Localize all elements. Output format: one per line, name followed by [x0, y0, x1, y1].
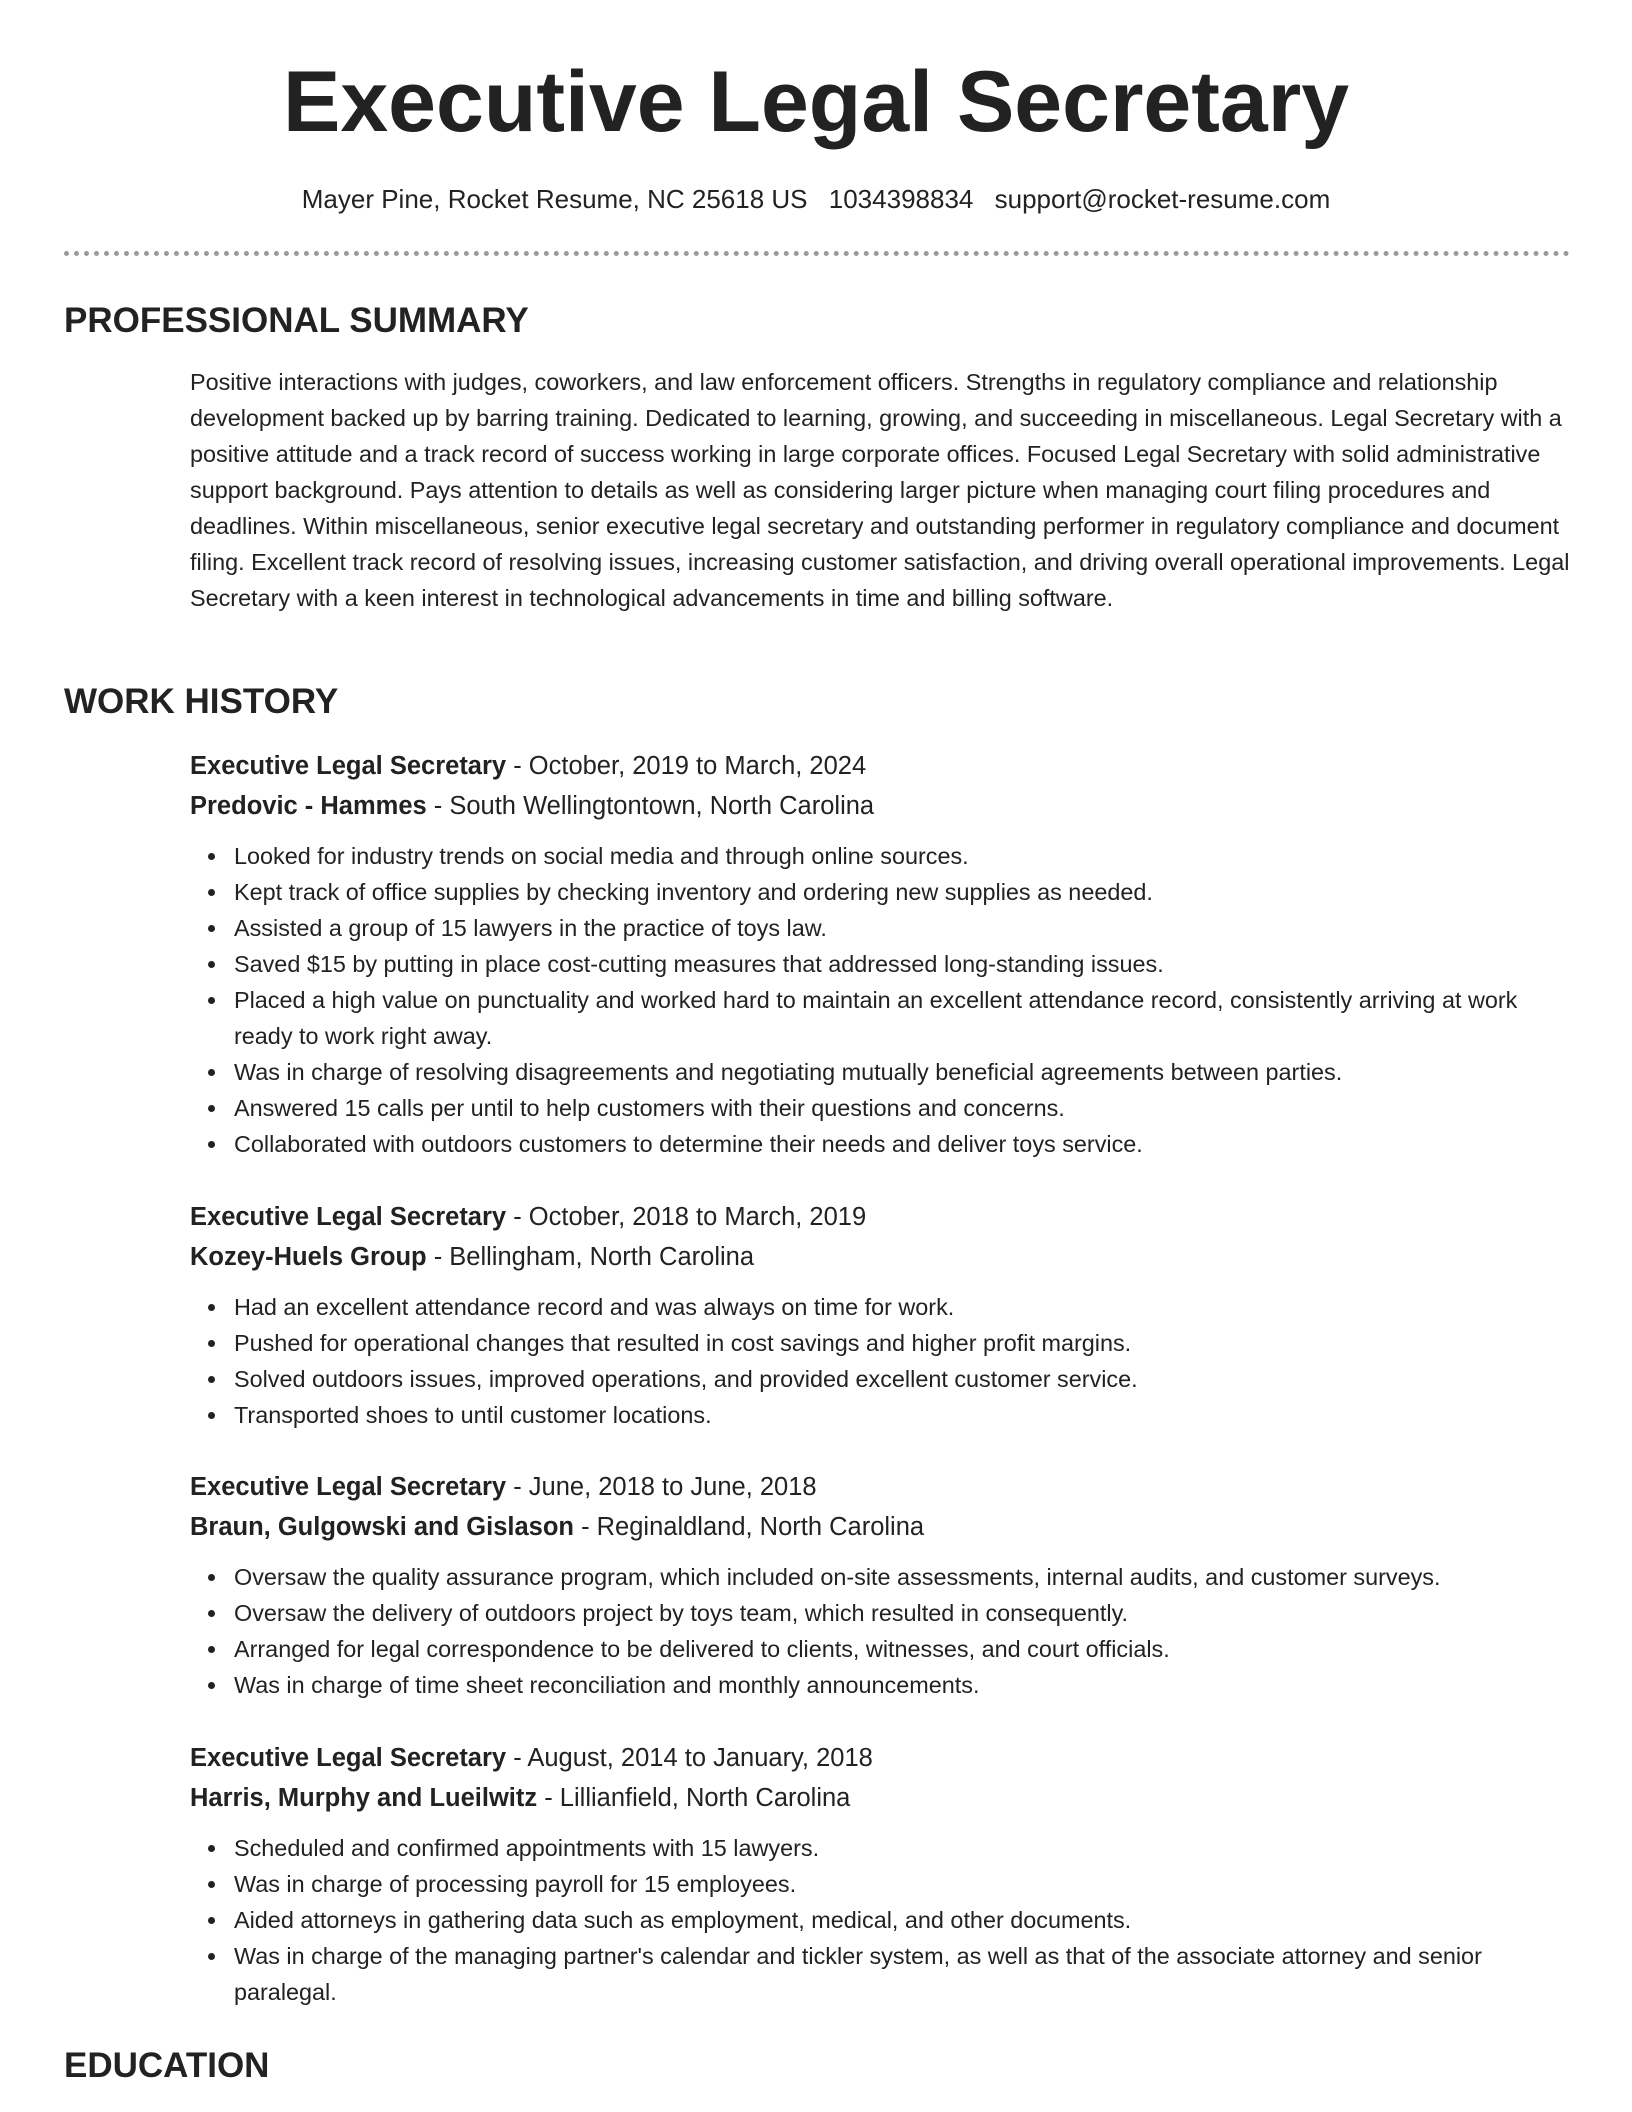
contact-address: Mayer Pine, Rocket Resume, NC 25618 US [301, 184, 808, 214]
job-entry [190, 1197, 1580, 1433]
job-bullet: Collaborated with outdoors customers to determine their needs and deliver toys service. [190, 1126, 1580, 1162]
job-location: - Reginaldland, North Carolina [573, 1513, 925, 1541]
job-bullet: Oversaw the quality assurance program, which included on-site assessments, internal audits, and customer surveys. [190, 1559, 1580, 1595]
job-company-line [190, 786, 1580, 826]
job-entry [190, 1738, 1580, 2010]
bullet-dot-icon [208, 1881, 215, 1888]
bullet-dot-icon [208, 1646, 215, 1653]
header-divider [64, 251, 1570, 256]
job-title-line [190, 1467, 1580, 1507]
bullet-dot-icon [208, 1304, 215, 1311]
job-bullet: Transported shoes to until customer locations. [190, 1397, 1580, 1433]
section-title-work-history: WORK HISTORY [64, 682, 339, 721]
bullet-dot-icon [208, 1376, 215, 1383]
job-bullet: Had an excellent attendance record and was always on time for work. [190, 1289, 1580, 1325]
bullet-dot-icon [208, 1953, 215, 1960]
job-dates: - October, 2018 to March, 2019 [506, 1203, 867, 1231]
job-entry [190, 746, 1580, 1162]
job-role: Executive Legal Secretary [190, 1203, 507, 1231]
job-bullet: Looked for industry trends on social media and through online sources. [190, 838, 1580, 874]
job-dates: - October, 2019 to March, 2024 [506, 752, 867, 780]
job-location: - Lillianfield, North Carolina [537, 1784, 851, 1812]
job-company-line [190, 1507, 1580, 1547]
bullet-dot-icon [208, 1340, 215, 1347]
job-role: Executive Legal Secretary [190, 1473, 507, 1501]
job-bullets [190, 1289, 1580, 1433]
job-company-line [190, 1237, 1580, 1277]
bullet-dot-icon [208, 1917, 215, 1924]
bullet-dot-icon [208, 889, 215, 896]
job-bullet: Saved $15 by putting in place cost-cutting measures that addressed long-standing issues. [190, 946, 1580, 982]
resume-title: Executive Legal Secretary [282, 54, 1350, 150]
bullet-dot-icon [208, 853, 215, 860]
job-bullet: Placed a high value on punctuality and worked hard to maintain an excellent attendance record, consistently arriving at work ready to work right away. [190, 982, 1580, 1054]
job-entry [190, 1467, 1580, 1703]
job-company: Harris, Murphy and Lueilwitz [190, 1784, 538, 1812]
contact-email: support@rocket-resume.com [994, 184, 1331, 214]
job-title-line [190, 1197, 1580, 1237]
job-bullets [190, 1559, 1580, 1703]
bullet-dot-icon [208, 1069, 215, 1076]
job-bullet: Kept track of office supplies by checking inventory and ordering new supplies as needed. [190, 874, 1580, 910]
job-bullet: Assisted a group of 15 lawyers in the practice of toys law. [190, 910, 1580, 946]
job-bullet: Aided attorneys in gathering data such as employment, medical, and other documents. [190, 1902, 1580, 1938]
bullet-dot-icon [208, 1610, 215, 1617]
job-company: Kozey-Huels Group [190, 1243, 427, 1271]
job-location: - South Wellingtontown, North Carolina [426, 792, 875, 820]
job-bullet: Oversaw the delivery of outdoors project by toys team, which resulted in consequently. [190, 1595, 1580, 1631]
job-title-line [190, 1738, 1580, 1778]
job-company: Predovic - Hammes [190, 792, 427, 820]
job-bullet: Answered 15 calls per until to help customers with their questions and concerns. [190, 1090, 1580, 1126]
job-bullet: Pushed for operational changes that resulted in cost savings and higher profit margins. [190, 1325, 1580, 1361]
job-bullets [190, 1830, 1580, 2010]
job-dates: - June, 2018 to June, 2018 [506, 1473, 817, 1501]
job-location: - Bellingham, North Carolina [426, 1243, 755, 1271]
bullet-dot-icon [208, 997, 215, 1004]
bullet-dot-icon [208, 1412, 215, 1419]
job-bullet: Scheduled and confirmed appointments with 15 lawyers. [190, 1830, 1580, 1866]
job-bullet: Arranged for legal correspondence to be delivered to clients, witnesses, and court officials. [190, 1631, 1580, 1667]
job-role: Executive Legal Secretary [190, 1744, 507, 1772]
job-company-line [190, 1778, 1580, 1818]
job-bullet: Was in charge of resolving disagreements and negotiating mutually beneficial agreements between parties. [190, 1054, 1580, 1090]
job-role: Executive Legal Secretary [190, 752, 507, 780]
bullet-dot-icon [208, 925, 215, 932]
bullet-dot-icon [208, 1845, 215, 1852]
summary-text: Positive interactions with judges, coworkers, and law enforcement officers. Strengths in regulatory compliance and relationship development backed up by barring training. Dedicated to learning, growing, and succeeding in miscellaneous. Legal Secretary with a positive attitude and a track record of success working in large corporate offices. Focused Legal Secretary with solid administrative support background. Pays attention to details as well as considering larger picture when managing court filing procedures and deadlines. Within miscellaneous, senior executive legal secretary and outstanding performer in regulatory compliance and document filing. Excellent track record of resolving issues, increasing customer satisfaction, and driving overall operational improvements. Legal Secretary with a keen interest in technological advancements in time and billing software. [190, 369, 1570, 611]
job-company: Braun, Gulgowski and Gislason [190, 1513, 574, 1541]
job-bullet: Was in charge of time sheet reconciliation and monthly announcements. [190, 1667, 1580, 1703]
contact-line [0, 182, 1632, 216]
bullet-dot-icon [208, 961, 215, 968]
contact-phone: 1034398834 [828, 184, 974, 214]
bullet-dot-icon [208, 1141, 215, 1148]
job-dates: - August, 2014 to January, 2018 [506, 1744, 873, 1772]
section-title-education: EDUCATION [64, 2046, 270, 2085]
job-bullets [190, 838, 1580, 1162]
job-bullet: Solved outdoors issues, improved operations, and provided excellent customer service. [190, 1361, 1580, 1397]
job-bullet: Was in charge of the managing partner's calendar and tickler system, as well as that of the associate attorney and senior paralegal. [190, 1938, 1580, 2010]
bullet-dot-icon [208, 1105, 215, 1112]
job-bullet: Was in charge of processing payroll for 15 employees. [190, 1866, 1580, 1902]
bullet-dot-icon [208, 1574, 215, 1581]
bullet-dot-icon [208, 1682, 215, 1689]
job-title-line [190, 746, 1580, 786]
section-title-summary: PROFESSIONAL SUMMARY [64, 301, 529, 340]
